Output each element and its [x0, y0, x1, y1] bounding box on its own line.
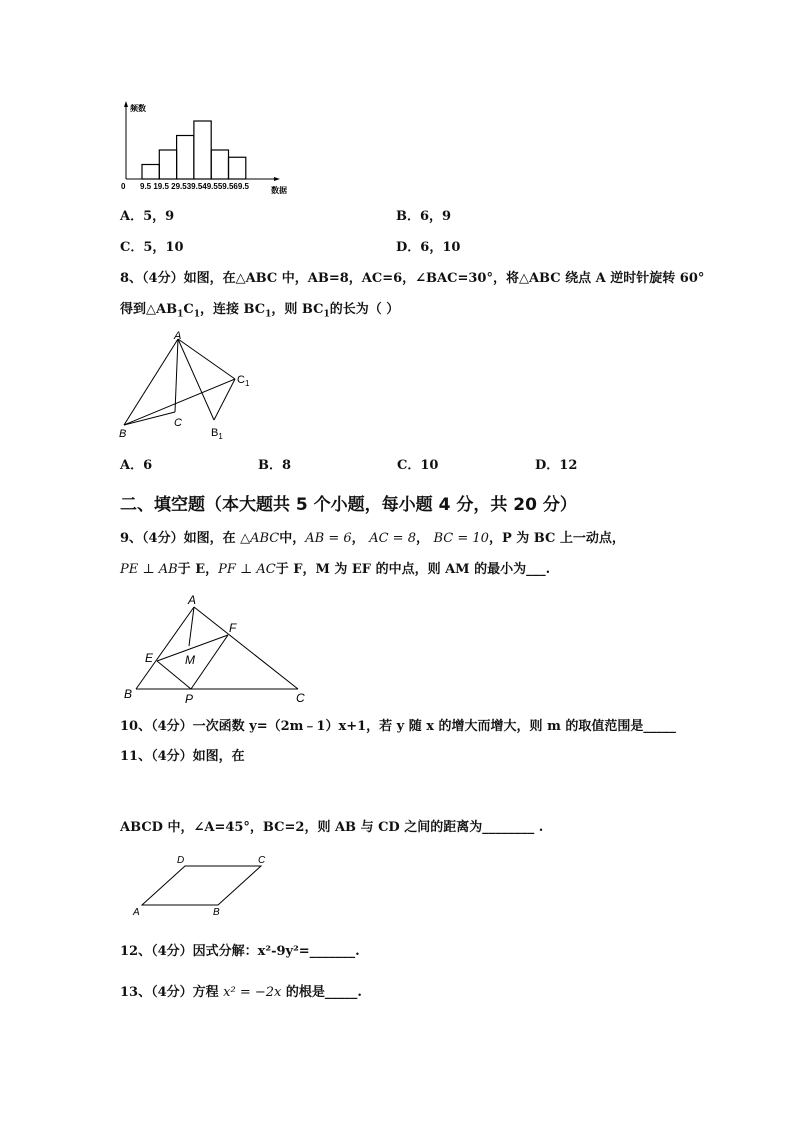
q8-rotation-figure: [110, 326, 270, 446]
q8-text-line1: 8、（4分）如图，在△ABC 中，AB=8，AC=6，∠BAC=30°，将△ABC 绕点 A 逆时针旋转 60°: [120, 271, 705, 286]
q8-label-b1: $B_1$: [211, 427, 223, 441]
q9-label-f: F: [229, 621, 237, 635]
histogram-bar: [229, 157, 246, 179]
q9-label-c: C: [296, 691, 305, 705]
q8-option-a[interactable]: A．6: [120, 458, 153, 473]
x-axis-arrow: [274, 177, 280, 181]
q9-label-m: M: [185, 653, 195, 667]
histogram-bar: [177, 136, 194, 180]
q7-option-b[interactable]: B．6，9: [396, 209, 452, 224]
histogram-bar: [142, 165, 159, 180]
q7-option-d[interactable]: D．6，10: [396, 240, 461, 255]
q8-option-c[interactable]: C．10: [397, 458, 439, 473]
histogram-bar: [211, 150, 228, 179]
q8-label-c: C: [174, 417, 182, 429]
q11-label-b: B: [213, 907, 220, 918]
q11-text-line1: 11、（4分）如图，在: [120, 749, 245, 764]
histogram-xlabel: 数据: [271, 186, 287, 195]
q8-option-d[interactable]: D．12: [535, 458, 578, 473]
histogram-origin: 0: [121, 182, 126, 191]
q8-label-a: A: [174, 330, 182, 342]
q8-option-b[interactable]: B．8: [258, 458, 292, 473]
q7-option-a[interactable]: A．5，9: [120, 209, 175, 224]
q9-label-p: P: [185, 692, 194, 706]
histogram-bars: [142, 121, 246, 179]
q11-label-d: D: [177, 855, 185, 866]
q13-text: 13、（4分）方程 x² = −2x 的根是_____.: [120, 985, 362, 1000]
y-axis-arrow: [124, 101, 128, 107]
q8-label-c1: $C_1$: [237, 374, 250, 388]
q11-label-a: A: [133, 907, 140, 918]
q12-text: 12、（4分）因式分解：x²-9y²=_______.: [120, 944, 360, 959]
histogram-tick-labels: 9.5 19.5 29.539.549.559.569.5: [140, 182, 249, 191]
q7-option-c[interactable]: C．5，10: [120, 240, 184, 255]
q9-label-a: A: [188, 593, 197, 607]
q9-label-b: B: [124, 687, 133, 701]
q9-text-line2: PE ⊥ AB于 E，PF ⊥ AC于 F，M 为 EF 的中点，则 AM 的最小为___.: [120, 562, 551, 577]
q10-text: 10、（4分）一次函数 y=（2m﹣1）x+1，若 y 随 x 的增大而增大，则 m 的取值范围是_____: [120, 719, 676, 734]
q8-text-line2: 得到$\triangle AB_1C_1$，连接 $BC_1$，则 $BC_1$的长为（ ）: [120, 302, 400, 320]
q9-label-e: E: [145, 651, 154, 665]
q9-text-line1: 9、（4分）如图，在 △ABC中，AB = 6， AC = 8， BC = 10，P 为 BC 上一动点，: [120, 531, 625, 546]
section-2-title: 二、填空题（本大题共 5 个小题，每小题 4 分，共 20 分）: [120, 495, 577, 515]
histogram-bar: [194, 121, 211, 179]
histogram-ylabel: 频数: [130, 104, 146, 113]
histogram-figure: [115, 98, 295, 198]
q11-label-c: C: [258, 855, 266, 866]
q11-text-line2: ABCD 中，∠A=45°，BC=2，则 AB 与 CD 之间的距离为________ .: [120, 820, 544, 835]
histogram-bar: [159, 150, 176, 179]
q9-triangle-figure: [120, 590, 320, 706]
q8-label-b: B: [119, 428, 127, 440]
q11-parallelogram-figure: [125, 850, 275, 920]
